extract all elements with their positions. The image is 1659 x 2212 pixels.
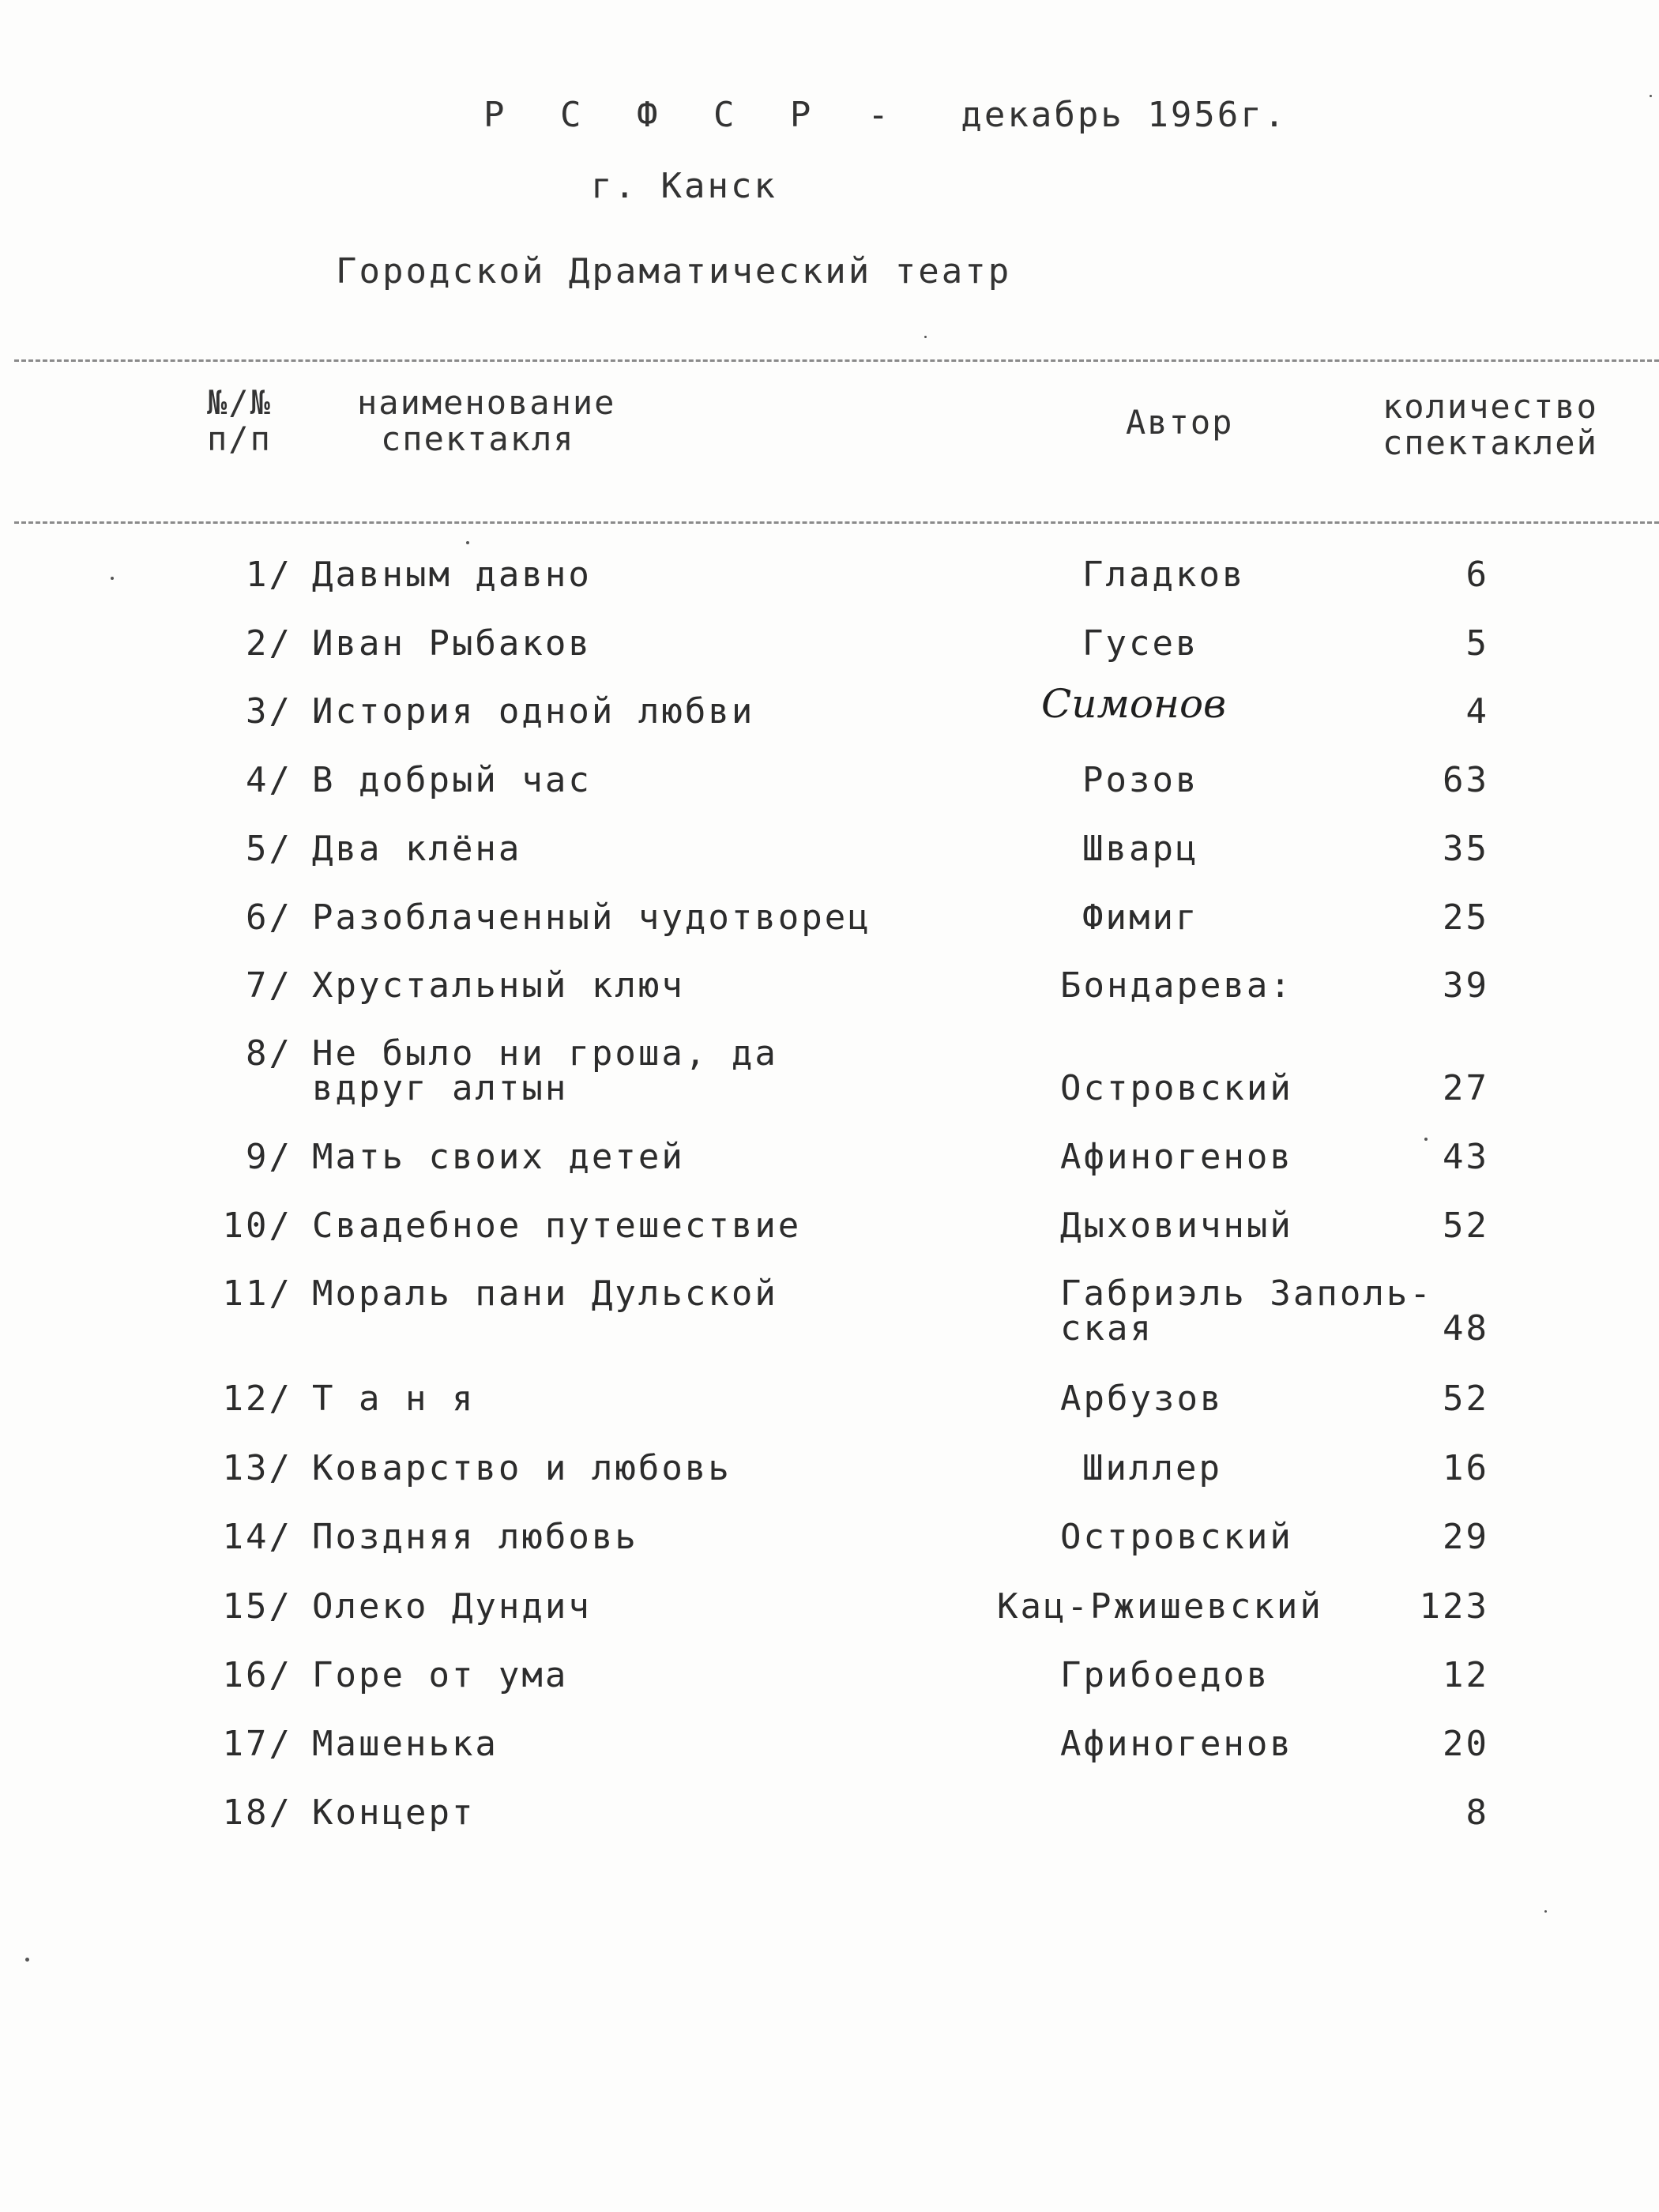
row-number: 9/ [246,1137,292,1177]
column-header-number [207,385,272,457]
row-number: 6/ [246,897,292,938]
scan-speck [1544,1910,1547,1913]
row-count: 25 [1443,897,1489,938]
row-title: Хрустальный ключ [312,965,685,1006]
row-number: 15/ [222,1586,292,1627]
row-author: Островский [1060,1517,1293,1557]
row-number: 16/ [222,1655,292,1695]
row-count: 8 [1465,1793,1489,1833]
row-number: 7/ [246,965,292,1006]
row-title: Т а н я [312,1379,476,1419]
scan-speck [924,336,927,338]
row-number: 5/ [246,829,292,869]
row-number: 8/ [246,1033,292,1074]
row-count: 52 [1443,1206,1489,1246]
row-title: Не было ни гроша, да [312,1033,778,1074]
row-title: История одной любви [312,691,755,732]
table-top-rule [14,359,1659,362]
row-count: 20 [1443,1724,1489,1764]
row-count: 5 [1465,623,1489,664]
row-count: 6 [1465,555,1489,595]
row-count: 12 [1443,1655,1489,1695]
row-author: Фимиг [1082,897,1199,938]
column-header-count-line2: спектаклей [1382,423,1598,462]
row-title: Концерт [312,1793,476,1833]
row-number: 13/ [222,1448,292,1488]
row-number: 18/ [222,1793,292,1833]
republic-label: Р С Ф С Р [483,95,829,135]
row-author: Розов [1082,760,1199,800]
title-dash: - [867,95,891,135]
row-author: Гладков [1082,555,1246,595]
column-header-count-line1: количество [1382,387,1598,426]
column-header-number-line1: №/№ [207,383,272,422]
row-title: Олеко Дундич [312,1586,592,1627]
scan-speck [25,1958,29,1962]
scan-speck [111,577,114,580]
row-author: Грибоедов [1060,1655,1270,1695]
row-number: 1/ [246,555,292,595]
row-number: 11/ [222,1273,292,1314]
column-header-count [1382,389,1598,461]
scan-speck [466,541,469,544]
document-title [483,95,1287,135]
row-count: 52 [1443,1379,1489,1419]
row-author: Гусев [1082,623,1199,664]
row-author: Кац-Ржишевский [997,1586,1323,1627]
report-date: декабрь 1956г. [961,95,1288,135]
row-author: Шиллер [1082,1448,1222,1488]
row-count: 48 [1443,1308,1489,1349]
row-count: 4 [1465,691,1489,732]
row-author: Островский [1060,1068,1293,1108]
row-author: Шварц [1082,829,1199,869]
row-title: Мать своих детей [312,1137,685,1177]
row-count: 123 [1419,1586,1489,1627]
row-number: 10/ [222,1206,292,1246]
row-count: 27 [1443,1068,1489,1108]
row-author: Афиногенов [1060,1137,1293,1177]
row-author: Бондарева: [1060,965,1293,1006]
row-title: Давным давно [312,555,592,595]
city-label: г. Канск [591,166,777,206]
row-number: 4/ [246,760,292,800]
column-header-title [357,385,615,457]
row-count: 29 [1443,1517,1489,1557]
row-title: Свадебное путешествие [312,1206,802,1246]
row-title: Поздняя любовь [312,1517,638,1557]
column-header-title-line2: спектакля [381,419,575,458]
row-count: 35 [1443,829,1489,869]
row-number: 3/ [246,691,292,732]
column-header-author: Автор [1126,403,1234,442]
row-number: 14/ [222,1517,292,1557]
row-number: 2/ [246,623,292,664]
row-title: Два клёна [312,829,522,869]
scan-speck [1424,1138,1428,1141]
row-author: Дыховичный [1060,1206,1293,1246]
row-author: Габриэль Заполь- [1060,1273,1433,1314]
scan-speck [1650,95,1652,97]
row-title: Горе от ума [312,1655,569,1695]
row-title: В добрый час [312,760,592,800]
row-count: 16 [1443,1448,1489,1488]
row-title: Коварство и любовь [312,1448,732,1488]
row-author: Афиногенов [1060,1724,1293,1764]
row-count: 39 [1443,965,1489,1006]
column-header-number-line2: п/п [207,419,272,458]
row-title: Иван Рыбаков [312,623,592,664]
row-title-continued: вдруг алтын [312,1068,569,1108]
row-count: 63 [1443,760,1489,800]
row-author-continued: ская [1060,1308,1153,1349]
row-number: 17/ [222,1724,292,1764]
row-author: Арбузов [1060,1379,1224,1419]
column-header-title-line1: наименование [357,383,616,422]
row-title: Мораль пани Дульской [312,1273,778,1314]
theatre-name: Городской Драматический театр [336,251,1012,292]
row-number: 12/ [222,1379,292,1419]
row-author-handwritten: Симонов [1041,681,1227,727]
row-count: 43 [1443,1137,1489,1177]
row-title: Машенька [312,1724,498,1764]
row-title: Разоблаченный чудотворец [312,897,871,938]
table-header-rule [14,521,1659,524]
